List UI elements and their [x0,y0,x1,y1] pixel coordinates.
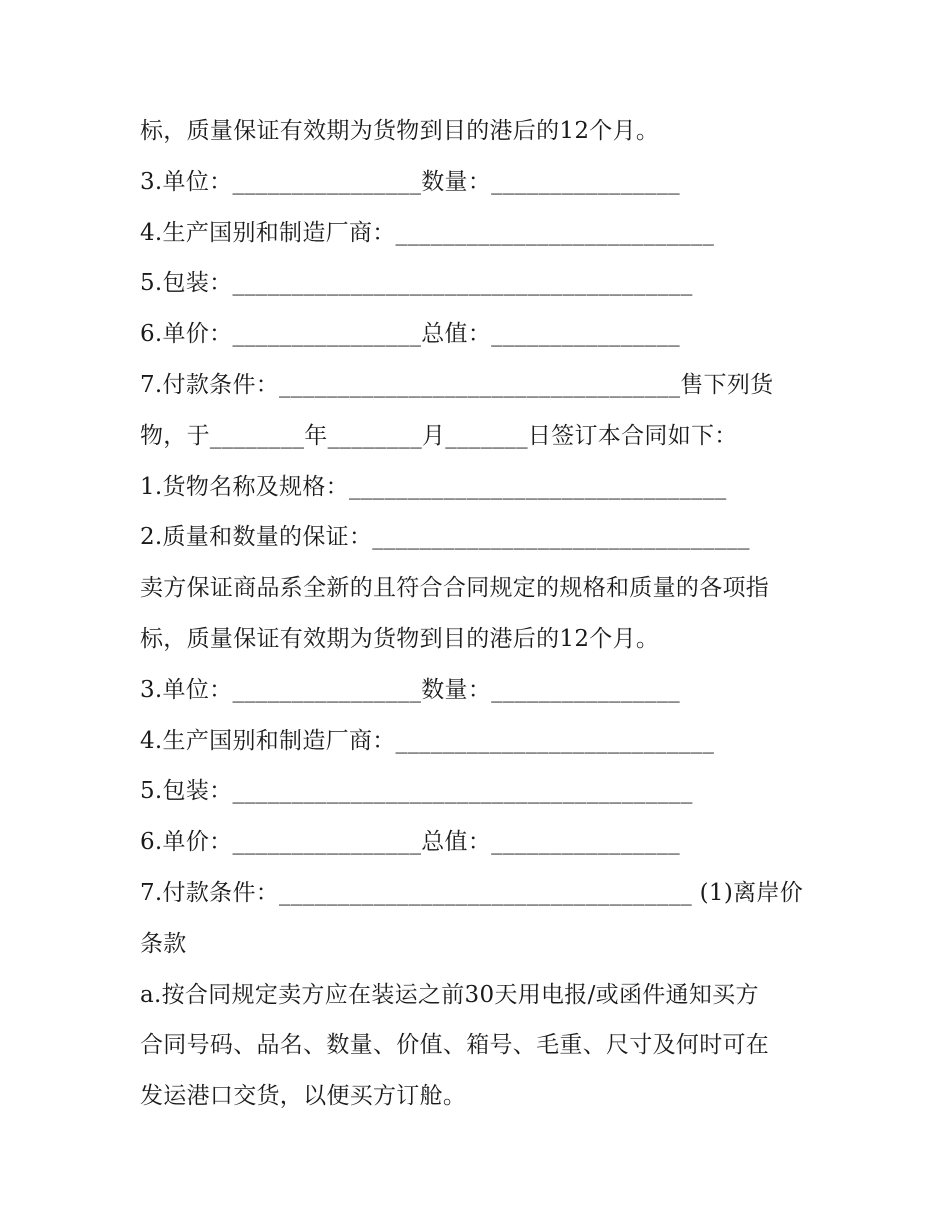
text-line: 5.包装：_______________________________________ [140,270,693,297]
text-line: 合同号码、品名、数量、价值、箱号、毛重、尺寸及何时可在 [140,1032,770,1059]
text-line: 7.付款条件：___________________________________ (1)离岸价 [140,879,804,906]
text-line: 4.生产国别和制造厂商：___________________________ [140,219,715,246]
text-line: 条款 [140,930,187,957]
text-line: 卖方保证商品系全新的且符合合同规定的规格和质量的各项指 [140,575,770,602]
text-line: 1.货物名称及规格：________________________________ [140,473,727,500]
text-line: 3.单位：________________数量：________________ [140,676,680,703]
text-line: 发运港口交货，以便买方订舱。 [140,1083,467,1110]
text-line: 3.单位：________________数量：________________ [140,168,680,195]
text-line: a.按合同规定卖方应在装运之前30天用电报/或函件通知买方 [140,981,759,1008]
text-line: 5.包装：_______________________________________ [140,778,693,805]
text-line: 6.单价：________________总值：________________ [140,321,680,348]
text-line: 物，于________年________月_______日签订本合同如下： [140,422,738,449]
text-line: 4.生产国别和制造厂商：___________________________ [140,727,715,754]
document-body [140,106,820,1122]
text-line: 标，质量保证有效期为货物到目的港后的12个月。 [140,625,660,652]
text-line: 2.质量和数量的保证：________________________________ [140,524,750,551]
text-line: 6.单价：________________总值：________________ [140,829,680,856]
text-line: 标，质量保证有效期为货物到目的港后的12个月。 [140,118,660,144]
text-line: 7.付款条件：__________________________________售下列货 [140,371,774,398]
